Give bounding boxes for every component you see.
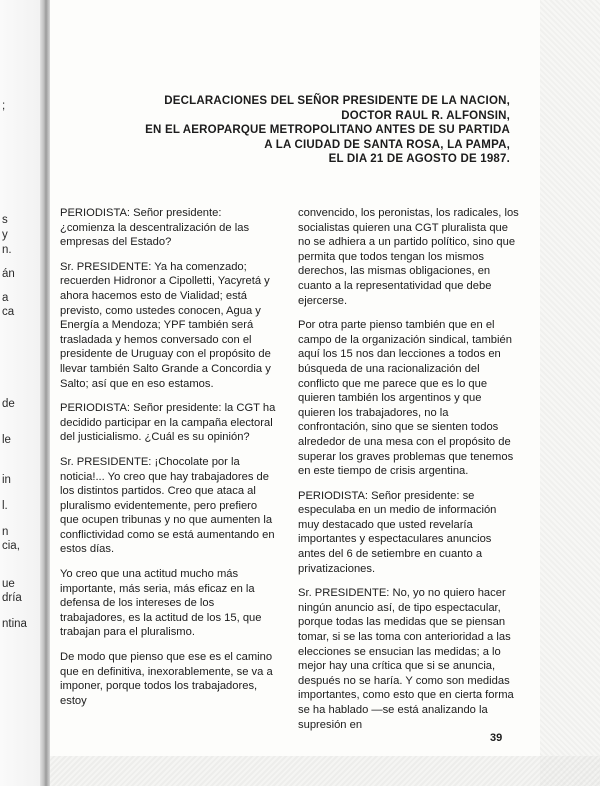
margin-fragment: l. <box>2 500 8 512</box>
margin-fragment: ntina <box>2 618 27 630</box>
paragraph: convencido, los peronistas, los radicales, los socialistas quieren una CGT pluralista que no se adhiera a un partido político, sino que permita que todos tengan los mismos derechos, las mismas obligaciones, en cuanto a la representatividad que debe ejercerse. <box>298 207 519 307</box>
margin-fragment: le <box>2 434 11 446</box>
paragraph: Sr. PRESIDENTE: ¡Chocolate por la noticia!... Yo creo que hay trabajadores de los distintos partidos. Creo que ataca al pluralismo evidentemente, pero prefiero que ocupen tribunas y no que aumenten la conflictividad como se está aumentando en estos días. <box>60 455 275 556</box>
paragraph: PERIODISTA: Señor presidente: la CGT ha decidido participar en la campaña electoral del justicialismo. ¿Cuál es su opinión? <box>60 402 276 444</box>
paragraph: Sr. PRESIDENTE: No, yo no quiero hacer ningún anuncio así, de tipo espectacular, porque todas las medidas que se piensan tomar, si se las toma con anterioridad a las elecciones se ensucian las medidas; a lo mejor hay una crítica que si se anuncia, después no se haría. Y como son medidas importantes, como esto que en cierta forma se ha hablado —se está analizando la supresión en <box>298 587 514 731</box>
margin-fragment: dría <box>2 592 22 604</box>
margin-fragment: cia, <box>2 540 20 552</box>
margin-fragment: y <box>2 229 8 241</box>
page-number: 39 <box>490 732 503 744</box>
heading-line: A LA CIUDAD DE SANTA ROSA, LA PAMPA, <box>264 138 510 151</box>
margin-fragment: ue <box>2 578 15 590</box>
heading-line: EL DIA 21 DE AGOSTO DE 1987. <box>328 153 510 165</box>
margin-fragment: án <box>2 268 15 280</box>
heading-line: EN EL AEROPARQUE METROPOLITANO ANTES DE SU PARTIDA <box>145 124 510 136</box>
document-heading <box>90 94 510 167</box>
book-spine <box>40 0 50 786</box>
margin-fragment: ca <box>2 306 15 318</box>
margin-fragment: n <box>2 526 9 538</box>
paragraph: PERIODISTA: Señor presidente: ¿comienza la descentralización de las empresas del Estado? <box>60 207 250 249</box>
paragraph: PERIODISTA: Señor presidente: se especulaba en un medio de información muy destacado que usted revelaría importantes y espectaculares anuncios antes del 6 de setiembre en cuanto a privatizaciones. <box>298 489 497 575</box>
margin-fragment: ; <box>2 100 6 112</box>
page-edge-texture <box>540 0 600 786</box>
margin-fragment: a <box>2 292 9 304</box>
right-column <box>298 206 520 742</box>
margin-fragment: s <box>2 214 8 226</box>
heading-line: DOCTOR RAUL R. ALFONSIN, <box>341 109 510 122</box>
left-column <box>60 206 278 718</box>
paragraph: De modo que pienso que ese es el camino que en definitiva, inexorablemente, se va a imponer, porque todos los trabajadores, estoy <box>60 651 273 707</box>
heading-line: DECLARACIONES DEL SEÑOR PRESIDENTE DE LA NACION, <box>164 95 510 107</box>
paragraph: Yo creo que una actitud mucho más importante, más seria, más eficaz en la defensa de los intereses de los trabajadores, es la actitud de los 15, que trabajan para el pluralismo. <box>60 568 262 639</box>
margin-fragment: in <box>2 474 11 486</box>
page-bottom-texture <box>0 756 600 786</box>
paragraph: Sr. PRESIDENTE: Ya ha comenzado; recuerden Hidronor a Cipolletti, Yacyretá y ahora hacemos esto de Vialidad; está previsto, como ustedes conocen, Agua y Energía a Mendoza; YPF también será trasladada y hemos conversado con el presidente de Uruguay con el propósito de llevar también Salto Grande a Concordia y Salto; así que en eso estamos. <box>60 260 271 390</box>
margin-fragment: de <box>2 398 15 410</box>
margin-fragment: n. <box>2 244 12 256</box>
paragraph: Por otra parte pienso también que en el campo de la organización sindical, también aquí los 15 nos dan lecciones a todos en búsqueda de una racionalización del conflicto que me parece que es lo que quieren también los argentinos y que quieren los trabajadores, no la confrontación, sino que se sienten todos alrededor de una mesa con el propósito de superar los graves problemas que tenemos en este tiempo de crisis argentina. <box>298 319 514 478</box>
facing-page-strip <box>0 0 40 786</box>
